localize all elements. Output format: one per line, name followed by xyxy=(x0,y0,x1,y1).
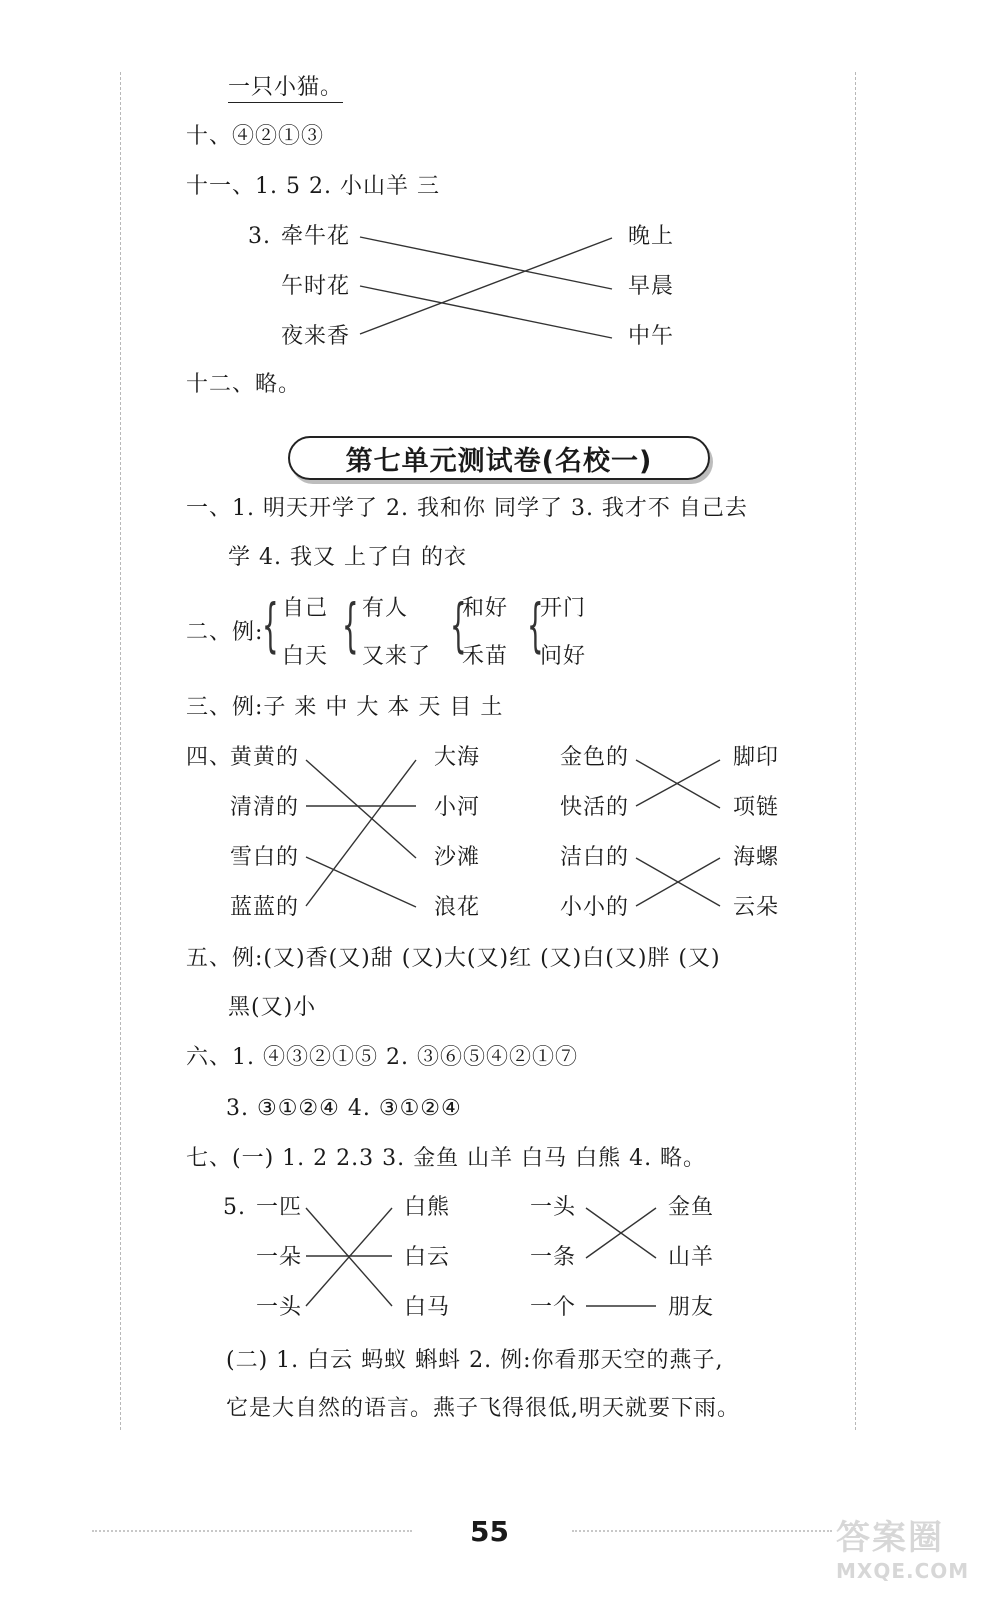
s4-left-a-4: 蓝蓝的 xyxy=(230,895,300,920)
brace-3: { xyxy=(450,591,467,659)
right-margin-line xyxy=(855,72,856,1430)
match1-line-2 xyxy=(360,286,612,338)
s7-line-1 xyxy=(306,1208,392,1306)
match1-line-3 xyxy=(360,238,612,334)
s7-left-a-3: 一头 xyxy=(256,1295,303,1320)
s4-right-a-1: 大海 xyxy=(434,745,481,770)
answer-one-line-2: 学 4. 我又 上了白 的衣 xyxy=(228,545,467,570)
s7-left-b-2: 一条 xyxy=(530,1245,577,1270)
s4-left-a-3: 雪白的 xyxy=(230,845,300,870)
group-3-top: 和好 xyxy=(462,596,509,621)
s7-right-a-1: 白熊 xyxy=(404,1195,451,1220)
watermark-top: 答案圈 xyxy=(836,1518,944,1558)
brace-4: { xyxy=(527,591,544,659)
s7-right-a-3: 白马 xyxy=(404,1295,451,1320)
section-title: 第七单元测试卷(名校一) xyxy=(345,445,653,477)
match1-prefix: 3. xyxy=(248,224,271,249)
answer-five-line-1: 五、例:(又)香(又)甜 (又)大(又)红 (又)白(又)胖 (又) xyxy=(186,946,721,971)
s4-line-6 xyxy=(636,760,720,806)
s7-right-b-2: 山羊 xyxy=(668,1245,715,1270)
s4-right-b-1: 脚印 xyxy=(733,745,780,770)
s4-right-a-4: 浪花 xyxy=(434,895,481,920)
match1-right-2: 早晨 xyxy=(628,274,675,299)
s7-right-a-2: 白云 xyxy=(404,1245,451,1270)
s7-right-b-3: 朋友 xyxy=(668,1295,715,1320)
footer-dots-right xyxy=(572,1530,832,1532)
s4-line-4 xyxy=(306,760,416,906)
s4-right-a-3: 沙滩 xyxy=(434,845,481,870)
s7-left-b-3: 一个 xyxy=(530,1295,577,1320)
watermark-logo xyxy=(836,1518,986,1594)
line-cat xyxy=(228,75,343,101)
answer-eleven: 十一、1. 5 2. 小山羊 三 xyxy=(186,174,440,199)
group-3-bottom: 禾苗 xyxy=(462,644,509,669)
group-2-top: 有人 xyxy=(362,596,409,621)
s4-right-a-2: 小河 xyxy=(434,795,481,820)
answer-twelve: 十二、略。 xyxy=(186,372,302,397)
group-4-top: 开门 xyxy=(540,596,587,621)
s7-line-3 xyxy=(306,1208,392,1306)
s4-right-b-2: 项链 xyxy=(733,795,780,820)
s7-match-prefix: 5. xyxy=(223,1195,246,1220)
page-number: 55 xyxy=(470,1515,509,1548)
brace-2: { xyxy=(342,591,359,659)
s4-line-1 xyxy=(306,760,416,858)
s4-left-b-1: 金色的 xyxy=(560,745,630,770)
answer-six-line-2: 3. ③①②④ 4. ③①②④ xyxy=(226,1096,462,1121)
s7-line-4 xyxy=(586,1208,656,1258)
s4-left-a-2: 清清的 xyxy=(230,795,300,820)
watermark-bottom: MXQE.COM xyxy=(836,1559,970,1583)
s4-left-b-4: 小小的 xyxy=(560,895,630,920)
s4-right-b-3: 海螺 xyxy=(733,845,780,870)
group-4-bottom: 问好 xyxy=(540,644,587,669)
s4-left-a-1: 黄黄的 xyxy=(230,745,300,770)
match1-left-1: 牵牛花 xyxy=(281,224,351,249)
match1-line-1 xyxy=(360,237,612,289)
s4-line-8 xyxy=(636,858,720,906)
cat-underlined-text: 一只小猫。 xyxy=(228,75,343,103)
match1-right-1: 晚上 xyxy=(628,224,675,249)
s7-left-a-2: 一朵 xyxy=(256,1245,303,1270)
answer-seven-part-two-line-1: (二) 1. 白云 蚂蚁 蝌蚪 2. 例:你看那天空的燕子, xyxy=(226,1348,724,1373)
section-title-box xyxy=(288,436,710,480)
match1-left-2: 午时花 xyxy=(281,274,351,299)
answer-five-line-2: 黑(又)小 xyxy=(228,995,317,1020)
group-1-top: 自己 xyxy=(282,596,329,621)
group-2-bottom: 又来了 xyxy=(362,644,432,669)
s4-line-3 xyxy=(306,857,416,907)
answer-four-label: 四、 xyxy=(186,745,233,770)
s4-left-b-2: 快活的 xyxy=(560,795,630,820)
answer-one-line-1: 一、1. 明天开学了 2. 我和你 同学了 3. 我才不 自己去 xyxy=(186,496,748,521)
answer-two-label: 二、例: xyxy=(186,620,264,645)
s4-right-b-4: 云朵 xyxy=(733,895,780,920)
answer-seven-part-two-line-2: 它是大自然的语言。燕子飞得很低,明天就要下雨。 xyxy=(226,1396,740,1421)
left-margin-line xyxy=(120,72,121,1430)
s4-line-5 xyxy=(636,760,720,808)
brace-1: { xyxy=(262,591,279,659)
answer-three: 三、例:子 来 中 大 本 天 目 土 xyxy=(186,695,504,720)
group-1-bottom: 白天 xyxy=(282,644,329,669)
match1-right-3: 中午 xyxy=(628,324,675,349)
match1-left-3: 夜来香 xyxy=(281,324,351,349)
s7-left-a-1: 一匹 xyxy=(256,1195,303,1220)
s7-line-5 xyxy=(586,1208,656,1258)
s7-right-b-1: 金鱼 xyxy=(668,1195,715,1220)
s7-left-b-1: 一头 xyxy=(530,1195,577,1220)
answer-seven-line-1: 七、(一) 1. 2 2.3 3. 金鱼 山羊 白马 白熊 4. 略。 xyxy=(186,1146,707,1171)
answer-six-line-1: 六、1. ④③②①⑤ 2. ③⑥⑤④②①⑦ xyxy=(186,1045,578,1070)
footer-dots-left xyxy=(92,1530,412,1532)
s4-left-b-3: 洁白的 xyxy=(560,845,630,870)
s4-line-7 xyxy=(636,858,720,906)
answer-ten: 十、④②①③ xyxy=(186,124,325,149)
